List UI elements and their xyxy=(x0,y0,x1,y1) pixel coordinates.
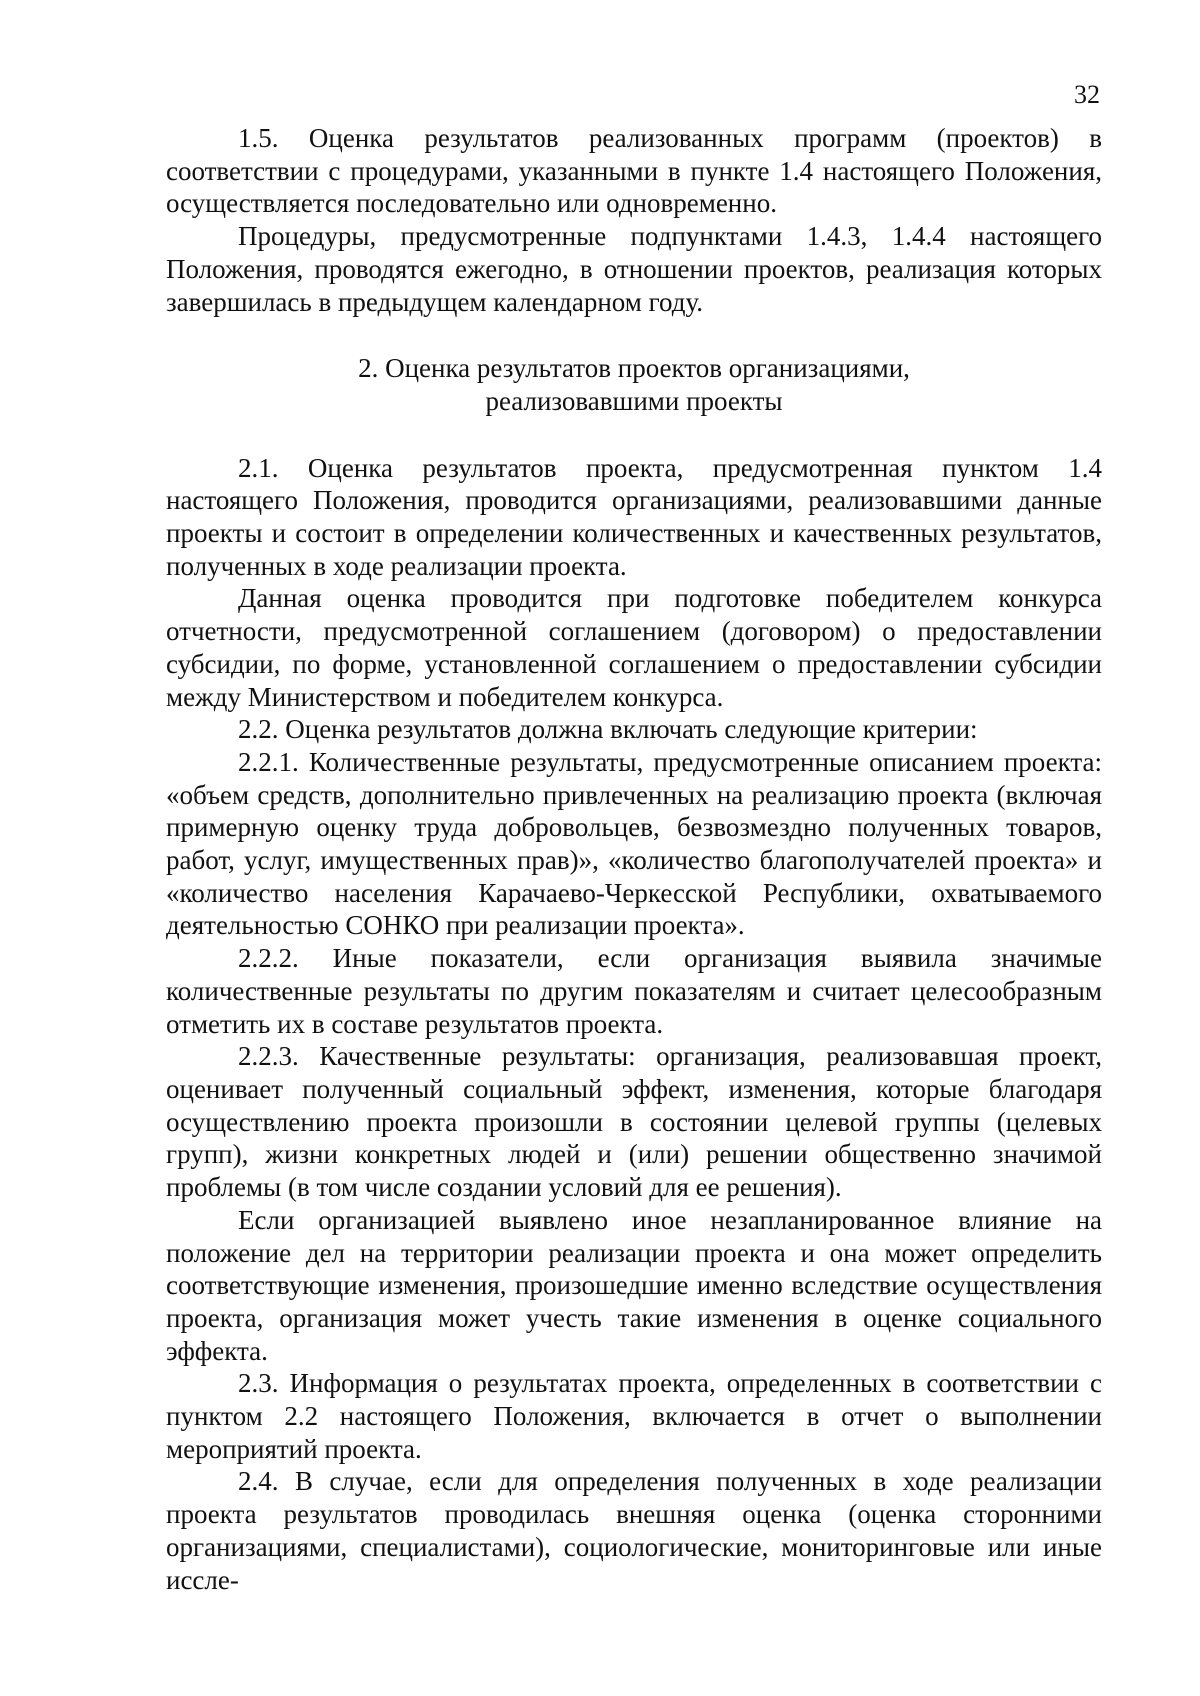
paragraph-2-2-1: 2.2.1. Количественные результаты, предусмотренные описанием проекта: «объем средств, дополнительно привлеченных на реализацию проекта (включая примерную оценку труда добровольцев, безвозмездно полученных товаров, работ, услуг, имущественных прав)», «количество благополучателей проекта» и «количество населения Карачаево-Черкесской Республики, охватываемого деятельностью СОНКО при реализации проекта». xyxy=(166,746,1102,941)
paragraph-1-5: 1.5. Оценка результатов реализованных программ (проектов) в соответствии с процедурами, указанными в пункте 1.4 настоящего Положения, осуществляется последовательно или одновременно. xyxy=(166,123,1102,219)
page-number: 32 xyxy=(1074,80,1100,109)
paragraph-2-2-3: 2.2.3. Качественные результаты: организация, реализовавшая проект, оценивает полученный социальный эффект, изменения, которые благодаря осуществлению проекта произошли в состоянии целевой группы (целевых групп), жизни конкретных людей и (или) решении общественно значимой проблемы (в том числе создании условий для ее решения). xyxy=(166,1041,1102,1203)
spacer xyxy=(166,418,1102,452)
section-heading xyxy=(166,352,1102,417)
paragraph-procedures: Процедуры, предусмотренные подпунктами 1.4.3, 1.4.4 настоящего Положения, проводятся ежегодно, в отношении проектов, реализация которых завершилась в предыдущем календарном году. xyxy=(166,221,1102,317)
section-heading-line-2: реализовавшими проекты xyxy=(485,385,783,416)
paragraph-2-3: 2.3. Информация о результатах проекта, определенных в соответствии с пунктом 2.2 настоящего Положения, включается в отчет о выполнении мероприятий проекта. xyxy=(166,1368,1102,1464)
paragraph-2-2: 2.2. Оценка результатов должна включать следующие критерии: xyxy=(238,714,978,745)
document-body xyxy=(166,122,1102,1596)
paragraph-unplanned-impact: Если организацией выявлено иное незапланированное влияние на положение дел на территории реализации проекта и она может определить соответствующие изменения, произошедшие именно вследствие осуществления проекта, организация может учесть такие изменения в оценке социального эффекта. xyxy=(166,1204,1102,1366)
paragraph-2-2-2: 2.2.2. Иные показатели, если организация выявила значимые количественные результаты по другим показателям и считает целесообразным отметить их в составе результатов проекта. xyxy=(166,943,1102,1039)
paragraph-2-1: 2.1. Оценка результатов проекта, предусмотренная пунктом 1.4 настоящего Положения, проводится организациями, реализовавшими данные проекты и состоит в определении количественных и качественных результатов, полученных в ходе реализации проекта. xyxy=(166,452,1102,581)
paragraph-assessment-reporting: Данная оценка проводится при подготовке победителем конкурса отчетности, предусмотренной соглашением (договором) о предоставлении субсидии, по форме, установленной соглашением о предоставлении субсидии между Министерством и победителем конкурса. xyxy=(166,583,1102,712)
section-heading-line-1: 2. Оценка результатов проектов организациями, xyxy=(358,353,910,384)
paragraph-2-4: 2.4. В случае, если для определения полученных в ходе реализации проекта результатов проводилась внешняя оценка (оценка сторонними организациями, специалистами), социологические, мониторинговые или иные иссле- xyxy=(166,1466,1102,1595)
spacer xyxy=(166,318,1102,352)
